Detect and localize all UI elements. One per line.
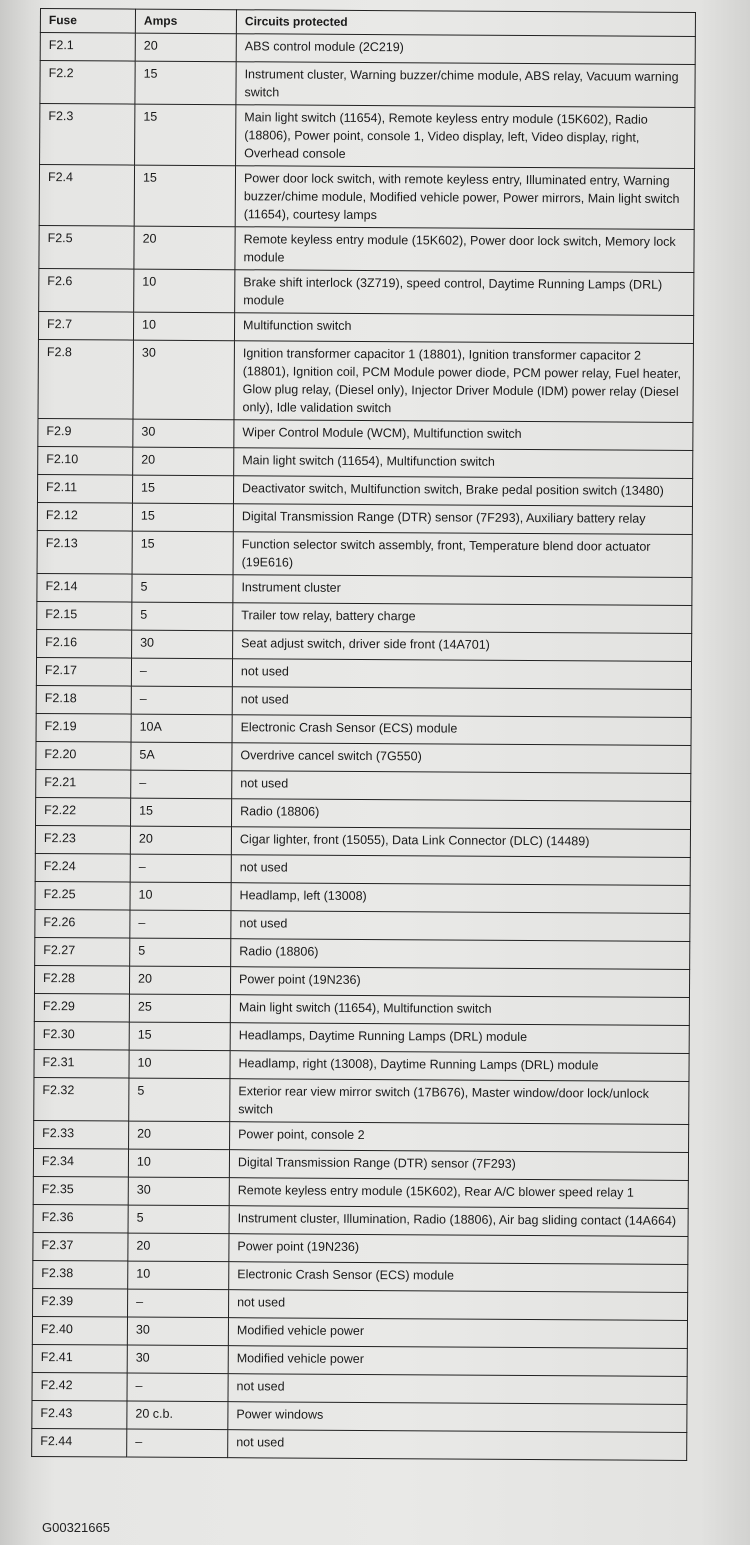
amps-cell: 5 [130, 938, 231, 967]
circuits-cell: ABS control module (2C219) [236, 34, 695, 65]
amps-cell: 5 [132, 574, 233, 603]
circuits-cell: not used [231, 911, 690, 942]
table-row [38, 418, 693, 450]
circuits-cell: Modified vehicle power [228, 1318, 687, 1349]
amps-cell: 20 [129, 966, 230, 995]
fuse-cell: F2.12 [37, 502, 132, 531]
circuits-cell: Headlamp, right (13008), Daytime Running Lamps (DRL) module [230, 1051, 689, 1082]
fuse-cell: F2.26 [35, 909, 130, 938]
circuits-cell: Deactivator switch, Multifunction switch, Brake pedal position switch (13480) [233, 476, 692, 507]
fuse-cell: F2.15 [37, 601, 132, 630]
table-row [33, 1260, 688, 1292]
table-row [32, 1316, 687, 1348]
fuse-cell: F2.2 [40, 61, 135, 105]
circuits-cell: Digital Transmission Range (DTR) sensor (7F293) [229, 1150, 688, 1181]
amps-cell: 30 [128, 1177, 229, 1206]
table-row [36, 769, 691, 801]
amps-cell: – [127, 1429, 228, 1458]
table-row [32, 1372, 687, 1404]
amps-cell: 5A [131, 742, 232, 771]
circuits-cell: Seat adjust switch, driver side front (14A701) [233, 631, 692, 662]
table-row [38, 339, 693, 422]
amps-cell: 10 [129, 1050, 230, 1079]
fuse-cell: F2.27 [35, 937, 130, 966]
amps-cell: 30 [132, 630, 233, 659]
table-row [34, 1120, 689, 1152]
amps-cell: 20 c.b. [127, 1401, 228, 1430]
amps-cell: 20 [134, 226, 235, 270]
circuits-cell: Digital Transmission Range (DTR) sensor (7F293), Auxiliary battery relay [233, 504, 692, 535]
table-row [35, 881, 690, 913]
circuits-cell: not used [229, 1290, 688, 1321]
fuse-cell: F2.41 [32, 1344, 127, 1373]
fuse-cell: F2.16 [37, 629, 132, 658]
circuits-cell: Trailer tow relay, battery charge [233, 603, 692, 634]
amps-cell: – [130, 854, 231, 883]
fuse-cell: F2.19 [36, 713, 131, 742]
fuse-cell: F2.28 [34, 965, 129, 994]
circuits-cell: Power point (19N236) [230, 967, 689, 998]
table-row [35, 853, 690, 885]
table-row [37, 502, 692, 534]
amps-cell: 20 [130, 826, 231, 855]
circuits-cell: Electronic Crash Sensor (ECS) module [232, 715, 691, 746]
circuits-cell: Instrument cluster [233, 575, 692, 606]
fuse-cell: F2.24 [35, 853, 130, 882]
fuse-cell: F2.7 [38, 311, 133, 340]
amps-cell: 20 [128, 1233, 229, 1262]
circuits-cell: Exterior rear view mirror switch (17B676), Master window/door lock/unlock switch [230, 1079, 689, 1125]
fuse-cell: F2.9 [38, 418, 133, 447]
fuse-cell: F2.37 [33, 1232, 128, 1261]
table-row [36, 713, 691, 745]
circuits-cell: Power point (19N236) [229, 1234, 688, 1265]
table-row [39, 165, 694, 230]
circuits-cell: Radio (18806) [231, 939, 690, 970]
circuits-cell: Modified vehicle power [228, 1346, 687, 1377]
fuse-cell: F2.31 [34, 1049, 129, 1078]
table-row [33, 1232, 688, 1264]
fuse-cell: F2.20 [36, 741, 131, 770]
amps-cell: – [130, 910, 231, 939]
fuse-cell: F2.30 [34, 1021, 129, 1050]
fuse-cell: F2.35 [33, 1176, 128, 1205]
amps-cell: 30 [127, 1345, 228, 1374]
table-row [40, 61, 695, 108]
table-row [39, 268, 694, 315]
circuits-cell: Headlamp, left (13008) [231, 883, 690, 914]
fuse-cell: F2.36 [33, 1204, 128, 1233]
amps-cell: 5 [129, 1078, 230, 1122]
amps-cell: – [131, 686, 232, 715]
circuits-cell: Ignition transformer capacitor 1 (18801), Ignition transformer capacitor 2 (18801), Ignition coil, PCM Module power diode, PCM power relay, Fuel heater, Glow plug relay, (Diesel only), Injector Driver Module (IDM) power relay (Diesel only), Idle validation switch [234, 341, 693, 423]
circuits-cell: not used [232, 659, 691, 690]
fuse-cell: F2.43 [32, 1400, 127, 1429]
table-row [37, 601, 692, 633]
fuse-cell: F2.44 [32, 1428, 127, 1457]
table-row [34, 965, 689, 997]
fuse-cell: F2.22 [36, 797, 131, 826]
table-row [35, 825, 690, 857]
table-row [34, 1049, 689, 1081]
fuse-cell: F2.33 [34, 1120, 129, 1149]
table-row [37, 629, 692, 661]
table-row [40, 104, 695, 169]
amps-cell: 10 [128, 1149, 229, 1178]
fuse-cell: F2.8 [38, 339, 133, 419]
circuits-cell: Main light switch (11654), Remote keyless entry module (15K602), Radio (18806), Power point, console 1, Video display, left, Video display, right, Overhead console [236, 105, 695, 169]
circuits-cell: Brake shift interlock (3Z719), speed control, Daytime Running Lamps (DRL) module [235, 270, 694, 316]
circuits-cell: Remote keyless entry module (15K602), Power door lock switch, Memory lock module [235, 227, 694, 273]
amps-cell: 10A [131, 714, 232, 743]
fuse-cell: F2.10 [38, 446, 133, 475]
table-row [38, 446, 693, 478]
fuse-cell: F2.5 [39, 225, 134, 269]
figure-id: G00321665 [42, 1520, 110, 1535]
table-row [32, 1400, 687, 1432]
circuits-cell: not used [228, 1374, 687, 1405]
fuse-cell: F2.38 [33, 1260, 128, 1289]
circuits-cell: Remote keyless entry module (15K602), Rear A/C blower speed relay 1 [229, 1178, 688, 1209]
amps-cell: 20 [135, 33, 236, 62]
circuits-cell: Radio (18806) [232, 799, 691, 830]
fuse-cell: F2.25 [35, 881, 130, 910]
table-row [37, 530, 692, 577]
amps-cell: – [127, 1373, 228, 1402]
table-row [37, 573, 692, 605]
amps-cell: 15 [132, 503, 233, 532]
header-amps: Amps [135, 9, 236, 34]
amps-cell: 20 [129, 1121, 230, 1150]
fuse-cell: F2.17 [36, 657, 131, 686]
table-row [36, 657, 691, 689]
amps-cell: 10 [130, 882, 231, 911]
circuits-cell: not used [231, 855, 690, 886]
amps-cell: 15 [132, 475, 233, 504]
circuits-cell: Main light switch (11654), Multifunction switch [230, 995, 689, 1026]
circuits-cell: Function selector switch assembly, front, Temperature blend door actuator (19E616) [233, 532, 692, 578]
circuits-cell: Overdrive cancel switch (7G550) [232, 743, 691, 774]
fuse-cell: F2.42 [32, 1372, 127, 1401]
amps-cell: – [128, 1289, 229, 1318]
circuits-cell: not used [232, 771, 691, 802]
circuits-cell: not used [228, 1430, 687, 1461]
table-row [34, 1021, 689, 1053]
amps-cell: 5 [132, 602, 233, 631]
table-row [34, 993, 689, 1025]
table-row [33, 1176, 688, 1208]
amps-cell: 10 [128, 1261, 229, 1290]
table-row [32, 1428, 687, 1460]
amps-cell: 10 [134, 269, 235, 313]
table-row [35, 909, 690, 941]
circuits-cell: Instrument cluster, Warning buzzer/chime module, ABS relay, Vacuum warning switch [236, 62, 695, 108]
amps-cell: 15 [129, 1022, 230, 1051]
circuits-cell: Cigar lighter, front (15055), Data Link Connector (DLC) (14489) [231, 827, 690, 858]
amps-cell: – [131, 770, 232, 799]
amps-cell: 25 [129, 994, 230, 1023]
table-row [36, 797, 691, 829]
fuse-cell: F2.23 [35, 825, 130, 854]
fuse-cell: F2.29 [34, 993, 129, 1022]
fuse-table [31, 8, 696, 1461]
header-circuits: Circuits protected [236, 10, 695, 37]
circuits-cell: Power door lock switch, with remote keyless entry, Illuminated entry, Warning buzzer/chime module, Modified vehicle power, Power mirrors, Main light switch (11654), courtesy lamps [235, 166, 694, 230]
amps-cell: – [131, 658, 232, 687]
fuse-cell: F2.13 [37, 530, 132, 574]
table-row [35, 937, 690, 969]
amps-cell: 30 [133, 340, 234, 420]
fuse-cell: F2.21 [36, 769, 131, 798]
table-row [33, 1148, 688, 1180]
fuse-cell: F2.18 [36, 685, 131, 714]
fuse-cell: F2.14 [37, 573, 132, 602]
header-fuse: Fuse [40, 9, 135, 34]
table-row [38, 311, 693, 343]
amps-cell: 15 [135, 61, 236, 105]
table-row [33, 1288, 688, 1320]
table-row [32, 1344, 687, 1376]
circuits-cell: Main light switch (11654), Multifunction switch [234, 448, 693, 479]
table-row [39, 225, 694, 272]
circuits-cell: Wiper Control Module (WCM), Multifunction switch [234, 420, 693, 451]
table-row [33, 1204, 688, 1236]
fuse-cell: F2.6 [39, 268, 134, 312]
table-row [36, 741, 691, 773]
circuits-cell: Instrument cluster, Illumination, Radio (18806), Air bag sliding contact (14A664) [229, 1206, 688, 1237]
table-row [34, 1077, 689, 1124]
fuse-cell: F2.3 [40, 104, 135, 166]
amps-cell: 15 [134, 165, 235, 227]
circuits-cell: Multifunction switch [234, 313, 693, 344]
circuits-cell: Power point, console 2 [230, 1122, 689, 1153]
table-row [37, 474, 692, 506]
amps-cell: 30 [133, 419, 234, 448]
fuse-cell: F2.39 [33, 1288, 128, 1317]
table-row [40, 33, 695, 65]
fuse-cell: F2.32 [34, 1077, 129, 1121]
fuse-cell: F2.34 [33, 1148, 128, 1177]
amps-cell: 15 [131, 798, 232, 827]
fuse-cell: F2.1 [40, 33, 135, 62]
amps-cell: 20 [133, 447, 234, 476]
document-page [31, 8, 696, 1461]
fuse-cell: F2.11 [37, 474, 132, 503]
amps-cell: 15 [135, 104, 236, 166]
fuse-cell: F2.4 [39, 165, 134, 227]
table-body [32, 33, 696, 1461]
fuse-cell: F2.40 [32, 1316, 127, 1345]
circuits-cell: not used [232, 687, 691, 718]
circuits-cell: Electronic Crash Sensor (ECS) module [229, 1262, 688, 1293]
table-row [36, 685, 691, 717]
amps-cell: 10 [133, 312, 234, 341]
circuits-cell: Power windows [228, 1402, 687, 1433]
amps-cell: 30 [127, 1317, 228, 1346]
circuits-cell: Headlamps, Daytime Running Lamps (DRL) module [230, 1023, 689, 1054]
amps-cell: 15 [132, 531, 233, 575]
amps-cell: 5 [128, 1205, 229, 1234]
